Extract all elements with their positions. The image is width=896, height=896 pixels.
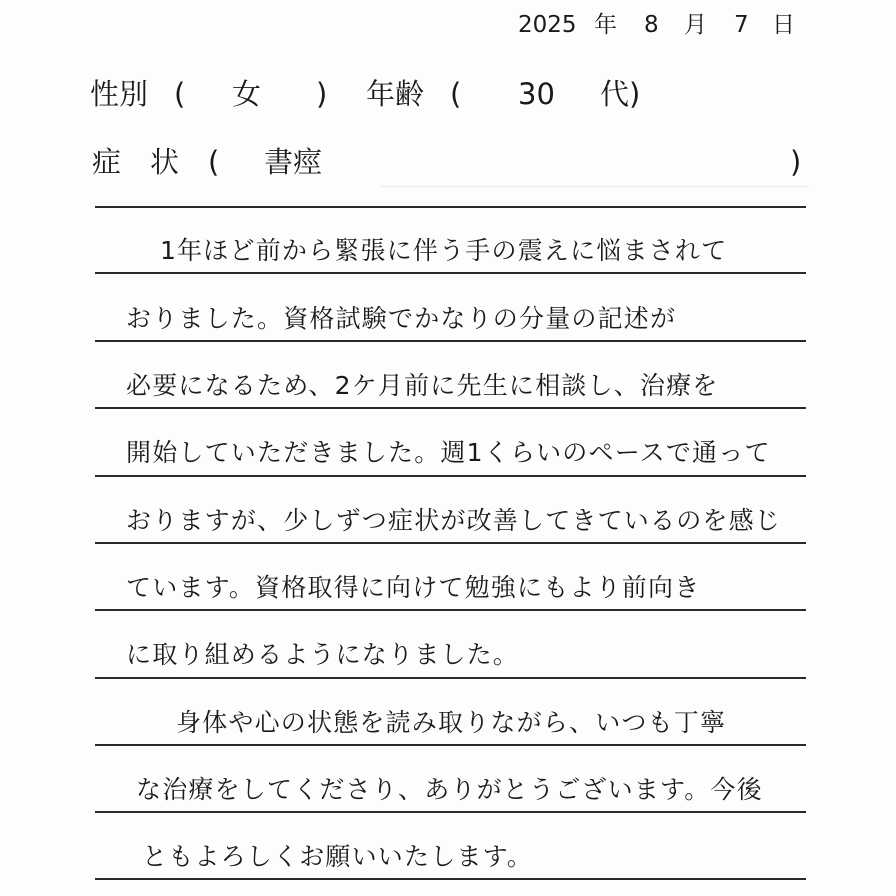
ruled-line (95, 542, 806, 544)
symptom-label: 症 状 (92, 145, 180, 179)
body-line-5: おりますが、少しずつ症状が改善してきているのを感じ (126, 506, 782, 535)
ruled-line (95, 206, 806, 208)
ruled-line (95, 609, 806, 611)
faint-guide-line (380, 186, 810, 187)
body-line-4: 開始していただきました。週1くらいのペースで通って (126, 438, 771, 467)
body-line-1: 1年ほど前から緊張に伴う手の震えに悩まされて (160, 236, 728, 265)
date-year-unit: 年 (594, 12, 617, 38)
gender-close-paren: ) (316, 77, 328, 111)
body-line-3: 必要になるため、2ケ月前に先生に相談し、治療を (126, 371, 719, 400)
date-day: 7 (734, 12, 749, 38)
body-line-10: ともよろしくお願いいたします。 (142, 842, 534, 871)
age-label: 年齢 (366, 77, 425, 111)
gender-value: 女 (232, 77, 262, 111)
symptom-open-paren: ( (208, 145, 220, 179)
symptom-close-paren: ) (790, 145, 802, 179)
date-year: 2025 (518, 12, 577, 38)
body-line-2: おりました。資格試験でかなりの分量の記述が (126, 304, 677, 333)
gender-open-paren: ( (174, 77, 186, 111)
ruled-line (95, 407, 806, 409)
gender-label: 性別 (90, 77, 149, 111)
ruled-line (95, 878, 806, 880)
body-line-6: ています。資格取得に向けて勉強にもより前向き (126, 573, 701, 602)
age-open-paren: ( (450, 77, 462, 111)
body-line-8: 身体や心の状態を読み取りながら、いつも丁寧 (176, 708, 727, 737)
age-suffix: 代) (600, 77, 641, 111)
symptom-value: 書痙 (264, 145, 323, 179)
body-line-7: に取り組めるようになりました。 (126, 640, 520, 669)
date-day-unit: 日 (772, 12, 795, 38)
ruled-line (95, 811, 806, 813)
ruled-line (95, 475, 806, 477)
ruled-line (95, 677, 806, 679)
age-value: 30 (518, 77, 555, 111)
body-line-9: な治療をしてくださり、ありがとうございます。今後 (136, 775, 763, 804)
ruled-line (95, 340, 806, 342)
date-month: 8 (644, 12, 659, 38)
ruled-line (95, 272, 806, 274)
ruled-line (95, 744, 806, 746)
date-month-unit: 月 (684, 12, 707, 38)
